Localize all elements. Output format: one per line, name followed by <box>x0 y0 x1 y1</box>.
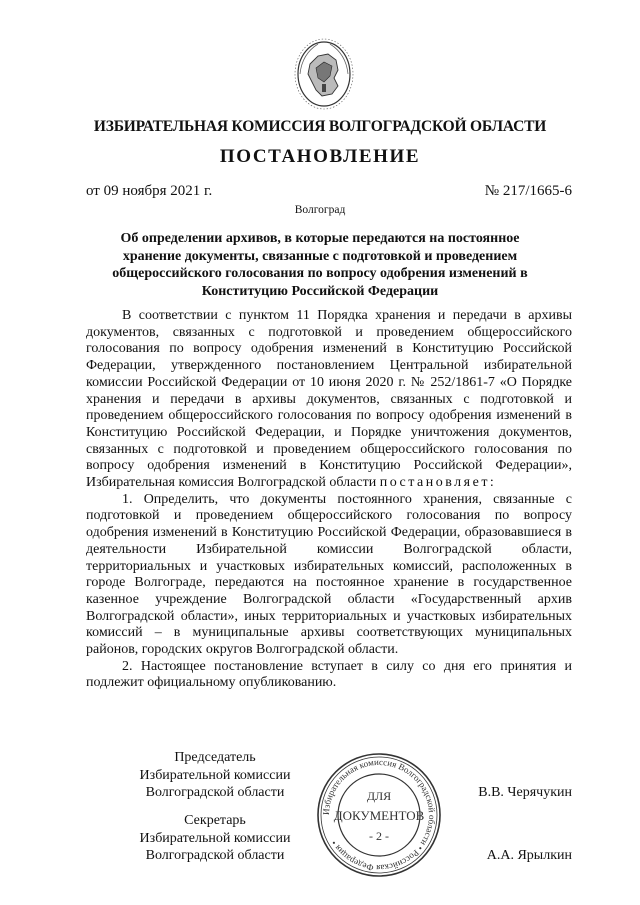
document-city: Волгоград <box>294 204 346 216</box>
document-body <box>86 308 572 692</box>
document-subject: Об определении архивов, в которые передаются на постоянное хранение документы, связанные с подготовкой и проведением общероссийского голосования по вопросу одобрения изменений в Конституцию Российской Федерации <box>112 231 528 299</box>
chair-title-line3: Волгоградской области <box>145 785 285 800</box>
secretary-title-block <box>120 812 310 865</box>
seal-line-3: - 2 - <box>369 829 389 843</box>
secretary-title-line1: Секретарь <box>184 813 246 828</box>
document-type: ПОСТАНОВЛЕНИЕ <box>219 146 421 167</box>
chair-title-block <box>120 749 310 802</box>
document-date: от 09 ноября 2021 г. <box>86 183 213 199</box>
chair-name: В.В. Черячукин <box>478 785 572 800</box>
seal-line-1: ДЛЯ <box>366 789 392 803</box>
secretary-title-line2: Избирательной комиссии <box>139 830 291 846</box>
resolves-word: постановляет: <box>379 475 497 491</box>
preamble-text: В соответствии с пунктом 11 Порядка хранения и передачи в архивы документов, связанных с подготовкой и проведением общероссийского голосования по вопросу одобрения изменений в Конституцию Российской Федерации, утвержденного постановлением Центральной избирательной комиссии Российской Федерации от 10 июня 2020 г. № 252/1861-7 «О Порядке хранения и передачи в архивы документов, связанных с подготовкой и проведением общероссийского голосования по вопросу одобрения изменений в Конституцию Российской Федерации, и Порядке уничтожения документов, связанных с подготовкой и проведением общероссийского голосования по вопросу одобрения изменений в Конституцию Российской Федерации», Избирательная комиссия Волгоградской области <box>86 308 572 491</box>
secretary-title-line3: Волгоградской области <box>145 848 285 863</box>
chair-title-line1: Председатель <box>174 750 256 765</box>
official-seal-stamp <box>314 750 444 880</box>
item-1-paragraph: 1. Определить, что документы постоянного хранения, связанные с подготовкой и проведением общероссийского голосования по вопросу одобрения изменений в Конституцию Российской Федерации, образовавшиеся в деятельности Избирательной комиссии Волгоградской области, территориальных и участковых избирательных комиссий, расположенных в городе Волгограде, передаются на постоянное хранение в государственное казенное учреждение Волгоградской области «Государственный архив Волгоградской области», иных территориальных и участковых избирательных комиссий – в муниципальные архивы соответствующих муниципальных районов, городских округов Волгоградской области. <box>86 491 572 658</box>
coat-of-arms-emblem <box>288 34 360 114</box>
secretary-name: А.А. Ярылкин <box>486 848 572 863</box>
seal-ring-text: Избирательная комиссия Волгоградской области • Российская Федерация • <box>320 756 438 874</box>
seal-line-2: ДОКУМЕНТОВ <box>333 808 425 823</box>
item-2-paragraph: 2. Настоящее постановление вступает в силу со дня его принятия и подлежит официальному опубликованию. <box>86 658 572 691</box>
organization-title: ИЗБИРАТЕЛЬНАЯ КОМИССИЯ ВОЛГОГРАДСКОЙ ОБЛАСТИ <box>93 118 547 135</box>
document-number: № 217/1665-6 <box>484 183 572 199</box>
chair-title-line2: Избирательной комиссии <box>139 767 291 783</box>
preamble-paragraph <box>86 308 572 492</box>
